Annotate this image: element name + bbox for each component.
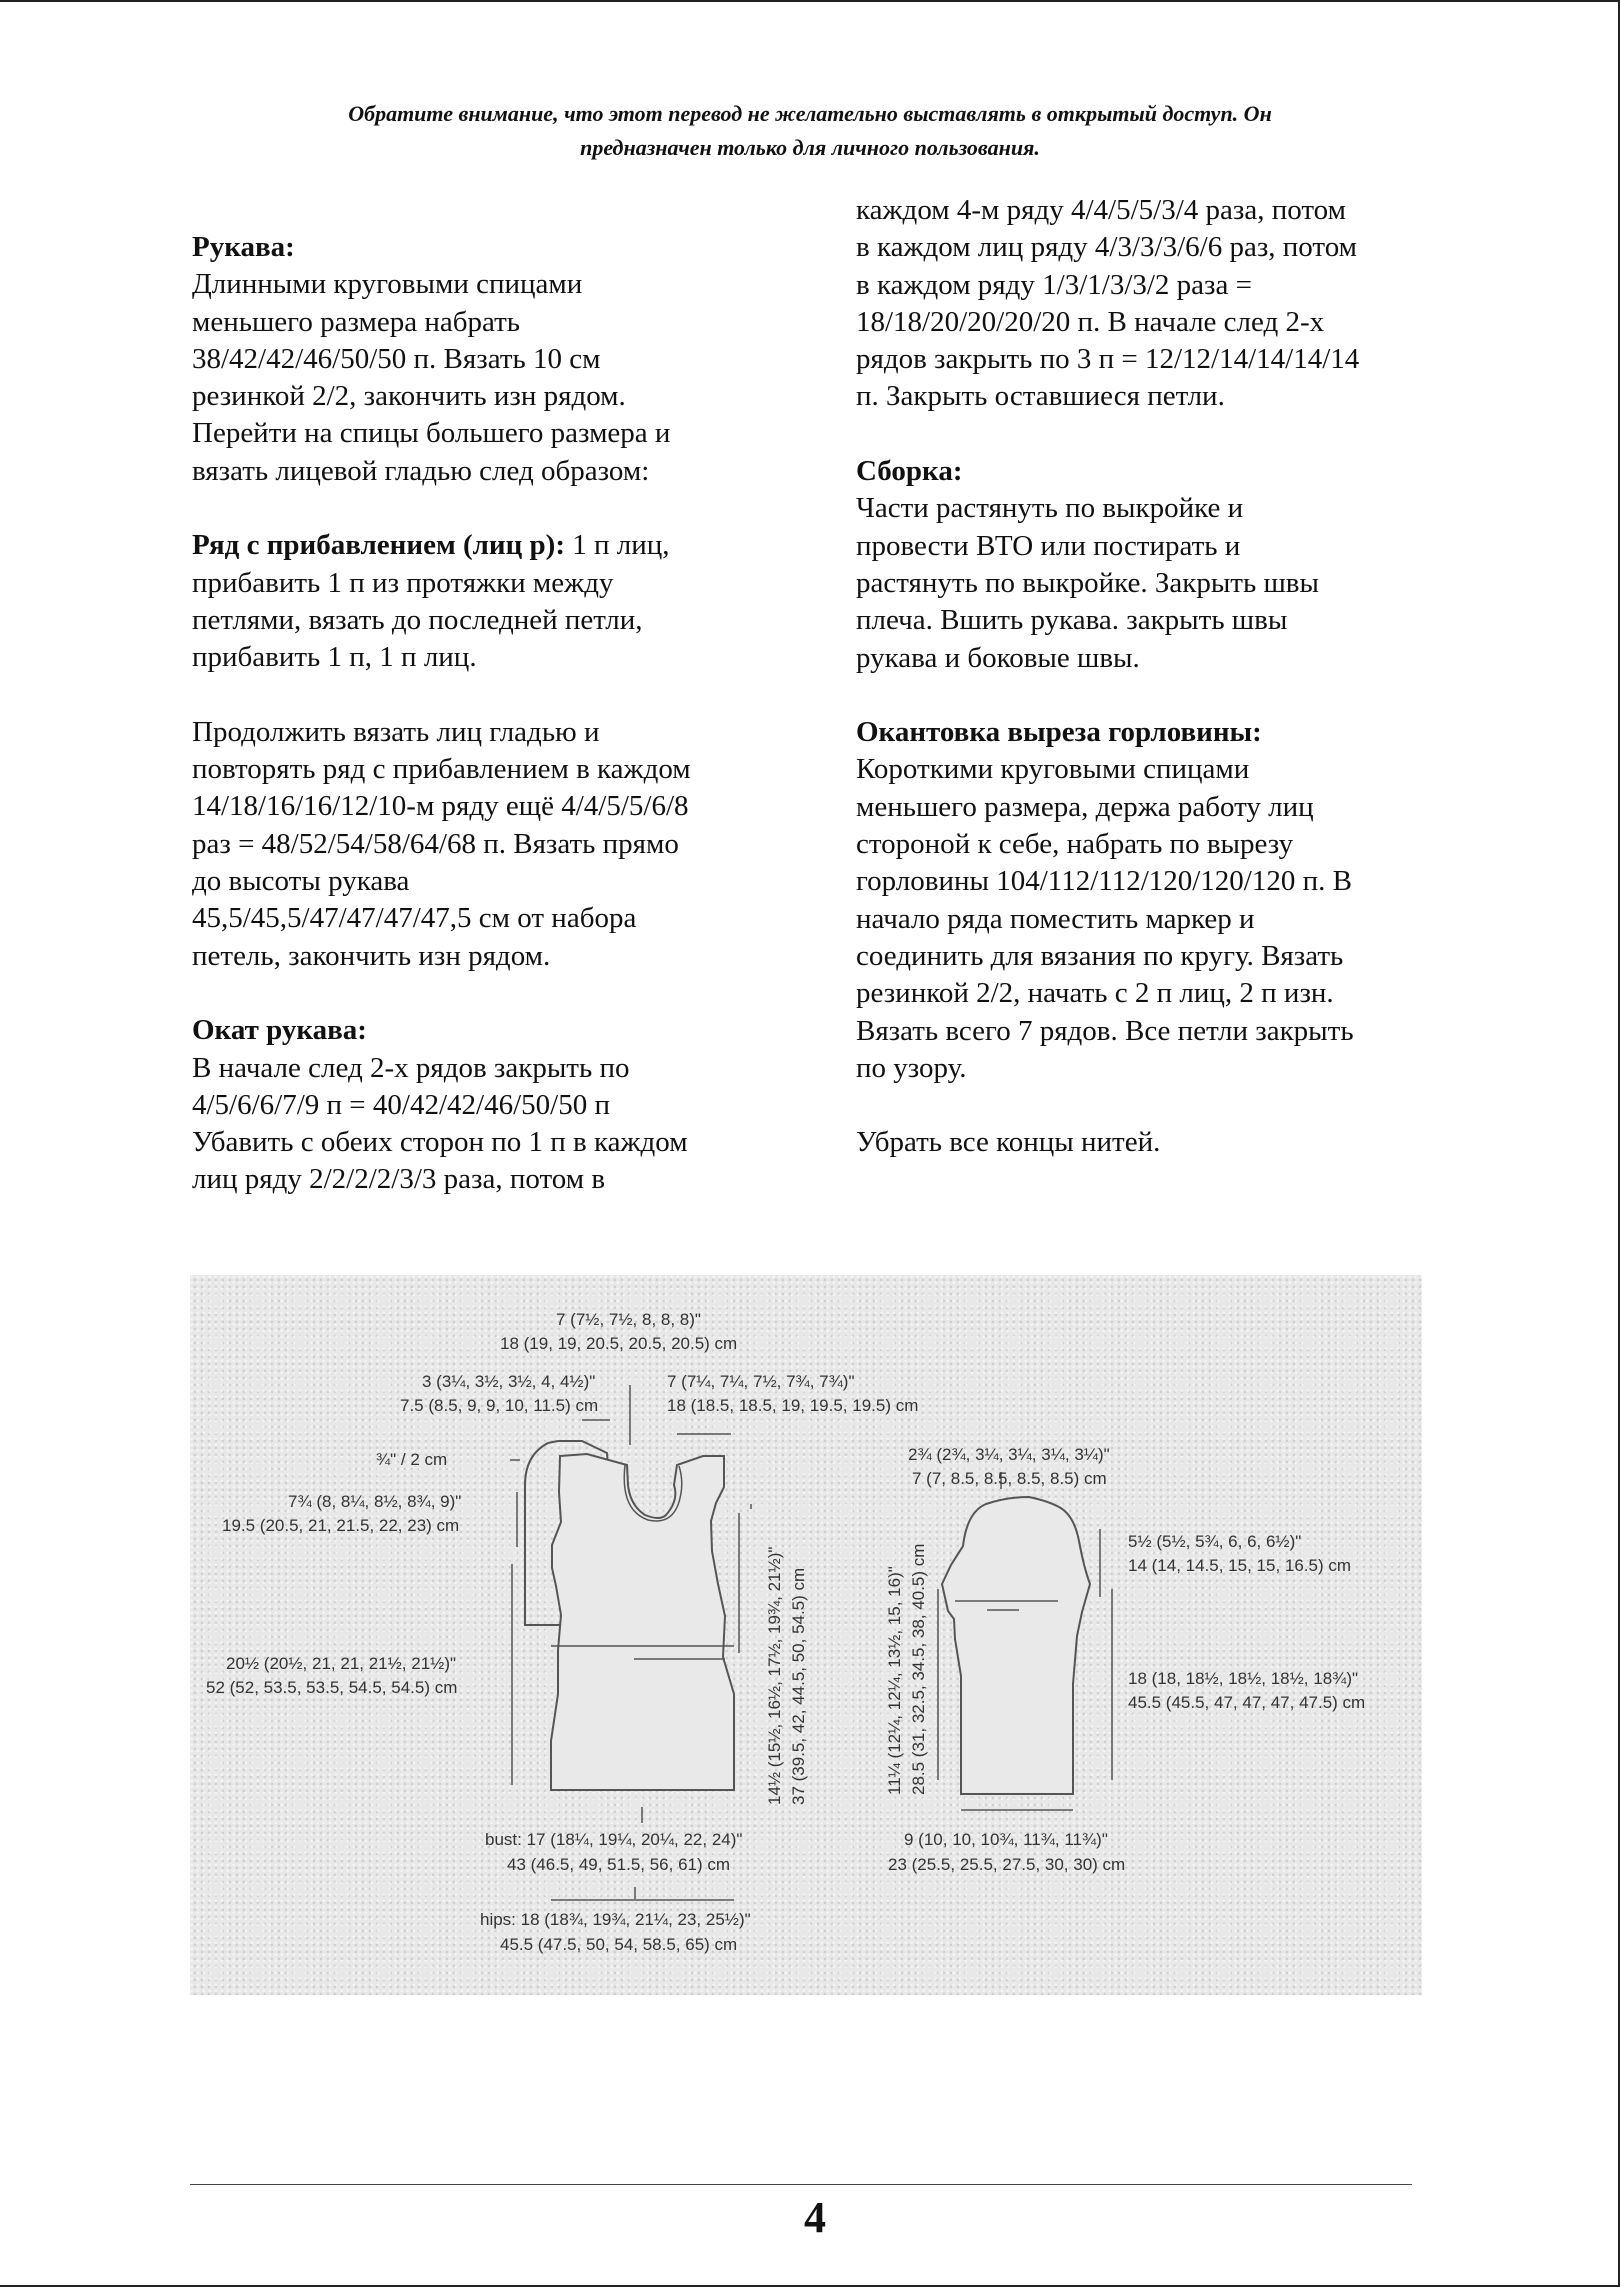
- top-width-in: 7 (7½, 7½, 8, 8, 8)": [556, 1310, 701, 1329]
- text-line: 4/5/6/6/7/9 п = 40/42/42/46/50/50 п: [192, 1088, 610, 1121]
- text-line: начало ряда поместить маркер и: [856, 902, 1255, 935]
- right-column: [856, 192, 1456, 1162]
- text-line: рядов закрыть по 3 п = 12/12/14/14/14/14: [856, 343, 1360, 376]
- neck-depth-cm: 7.5 (8.5, 9, 9, 10, 11.5) cm: [400, 1396, 599, 1415]
- text-line: рукава и боковые швы.: [856, 641, 1140, 674]
- text-line: п. Закрыть оставшиеся петли.: [856, 380, 1225, 413]
- cap-height-in: 5½ (5½, 5¾, 6, 6, 6½)": [1128, 1532, 1302, 1551]
- inc-row-paragraph: [192, 527, 792, 564]
- schematic-svg: [190, 1275, 1422, 1995]
- left-column: [192, 229, 792, 1199]
- text-line: прибавить 1 п из протяжки между: [192, 566, 614, 599]
- text-line: 14/18/16/16/12/10-м ряду ещё 4/4/5/5/6/8: [192, 790, 689, 823]
- hips-in: hips: 18 (18¾, 19¾, 21¼, 23, 25½)": [480, 1910, 751, 1929]
- text-line: раз = 48/52/54/58/64/68 п. Вязать прямо: [192, 827, 679, 860]
- sleeve-len-cm: 45.5 (45.5, 47, 47, 47, 47.5) cm: [1128, 1693, 1366, 1712]
- length-in: 20½ (20½, 21, 21, 21½, 21½)": [226, 1654, 457, 1673]
- text-line: стороной к себе, набрать по вырезу: [856, 828, 1294, 861]
- text-line: резинкой 2/2, начать с 2 п лиц, 2 п изн.: [856, 977, 1334, 1010]
- text-line: в каждом ряду 1/3/1/3/3/2 раза =: [856, 268, 1252, 301]
- armhole-cm: 19.5 (20.5, 21, 21.5, 22, 23) cm: [222, 1516, 460, 1535]
- text-line: Части растянуть по выкройке и: [856, 492, 1244, 525]
- notice-line-2: предназначен только для личного пользования.: [580, 135, 1040, 160]
- footer-rule: [190, 2184, 1412, 2185]
- text-line: Перейти на спицы большего размера и: [192, 417, 671, 450]
- text-line: петлями, вязать до последней петли,: [192, 603, 643, 636]
- body-piece: [551, 1454, 734, 1790]
- text-line: 38/42/42/46/50/50 п. Вязать 10 см: [192, 342, 601, 375]
- text-line: меньшего размера, держа работу лиц: [856, 790, 1314, 823]
- sleeves-heading: Рукава:: [192, 231, 295, 263]
- text-line: Убавить с обеих сторон по 1 п в каждом: [192, 1126, 688, 1159]
- translation-notice: [190, 97, 1430, 165]
- waist-in: 14½ (15½, 16½, 17½, 19¾, 21½)": [765, 1546, 784, 1805]
- text-line: меньшего размера набрать: [192, 305, 521, 338]
- text-line: 45,5/45,5/47/47/47/47,5 см от набора: [192, 902, 637, 935]
- text-line: Вязать всего 7 рядов. Все петли закрыть: [856, 1014, 1354, 1047]
- shoulder-cm: 18 (18.5, 18.5, 19, 19.5, 19.5) cm: [667, 1396, 919, 1415]
- text-line: растянуть по выкройке. Закрыть швы: [856, 566, 1319, 599]
- slope-label: ¾" / 2 cm: [376, 1450, 448, 1469]
- text-line: плеча. Вшить рукава. закрыть швы: [856, 604, 1288, 637]
- text-line: повторять ряд с прибавлением в каждом: [192, 753, 691, 786]
- bust-cm: 43 (46.5, 49, 51.5, 56, 61) cm: [507, 1855, 731, 1874]
- top-width-cm: 18 (19, 19, 20.5, 20.5, 20.5) cm: [500, 1334, 738, 1353]
- neckband-heading: Окантовка выреза горловины:: [856, 716, 1262, 749]
- text-line: в каждом лиц ряду 4/3/3/3/6/6 раз, потом: [856, 231, 1358, 264]
- text-line: лиц ряду 2/2/2/2/3/3 раза, потом в: [192, 1163, 606, 1196]
- armhole-in: 7¾ (8, 8¼, 8½, 8¾, 9)": [288, 1492, 462, 1511]
- text-line: Продолжить вязать лиц гладью и: [192, 715, 600, 748]
- text-line: прибавить 1 п, 1 п лиц.: [192, 641, 477, 674]
- text-line: резинкой 2/2, закончить изн рядом.: [192, 380, 626, 413]
- text-line: до высоты рукава: [192, 865, 410, 898]
- page-number: 4: [804, 2193, 826, 2242]
- upper-arm-cm: 28.5 (31, 32.5, 34.5, 38, 40.5) cm: [909, 1543, 928, 1795]
- assembly-heading: Сборка:: [856, 455, 963, 488]
- final-line: Убрать все концы нитей.: [856, 1126, 1161, 1159]
- cuff-in: 9 (10, 10, 10¾, 11¾, 11¾)": [904, 1830, 1108, 1849]
- text-line: Короткими круговыми спицами: [856, 753, 1250, 786]
- text-line: 18/18/20/20/20/20 п. В начале след 2-х: [856, 305, 1325, 338]
- sleeve-piece: [942, 1497, 1090, 1794]
- hips-cm: 45.5 (47.5, 50, 54, 58.5, 65) cm: [500, 1935, 738, 1954]
- text-line: соединить для вязания по кругу. Вязать: [856, 939, 1344, 972]
- neck-depth-in: 3 (3¼, 3½, 3½, 4, 4½)": [422, 1372, 596, 1391]
- text-line: каждом 4-м ряду 4/4/5/5/3/4 раза, потом: [856, 194, 1346, 226]
- length-cm: 52 (52, 53.5, 53.5, 54.5, 54.5) cm: [206, 1678, 458, 1697]
- text-line: В начале след 2-х рядов закрыть по: [192, 1051, 630, 1084]
- text-line: горловины 104/112/112/120/120/120 п. В: [856, 865, 1352, 898]
- shoulder-in: 7 (7¼, 7¼, 7½, 7¾, 7¾)": [667, 1372, 855, 1391]
- bust-in: bust: 17 (18¼, 19¼, 20¼, 22, 24)": [485, 1830, 743, 1849]
- cap-height-cm: 14 (14, 14.5, 15, 15, 16.5) cm: [1128, 1556, 1352, 1575]
- cuff-cm: 23 (25.5, 25.5, 27.5, 30, 30) cm: [888, 1855, 1126, 1874]
- inc-row-first: 1 п лиц,: [565, 529, 670, 562]
- sleeve-cap-heading: Окат рукава:: [192, 1014, 367, 1047]
- text-line: по узору.: [856, 1051, 967, 1084]
- inc-row-heading: Ряд с прибавлением (лиц р):: [192, 529, 565, 562]
- text-line: провести ВТО или постирать и: [856, 529, 1241, 562]
- cap-top-in: 2¾ (2¾, 3¼, 3¼, 3¼, 3¼)": [908, 1445, 1110, 1464]
- text-line: вязать лицевой гладью след образом:: [192, 454, 650, 487]
- cap-top-cm: 7 (7, 8.5, 8.5, 8.5, 8.5) cm: [912, 1469, 1107, 1488]
- waist-cm: 37 (39.5, 42, 44.5, 50, 54.5) cm: [789, 1567, 808, 1805]
- sleeve-len-in: 18 (18, 18½, 18½, 18½, 18¾)": [1128, 1669, 1359, 1688]
- upper-arm-in: 11¼ (12¼, 12¼, 13½, 15, 16)": [885, 1566, 904, 1795]
- schematic-diagram: [190, 1275, 1422, 1995]
- text-line: петель, закончить изн рядом.: [192, 939, 551, 972]
- text-line: Длинными круговыми спицами: [192, 268, 583, 301]
- notice-line-1: Обратите внимание, что этот перевод не желательно выставлять в открытый доступ. Он: [348, 101, 1272, 126]
